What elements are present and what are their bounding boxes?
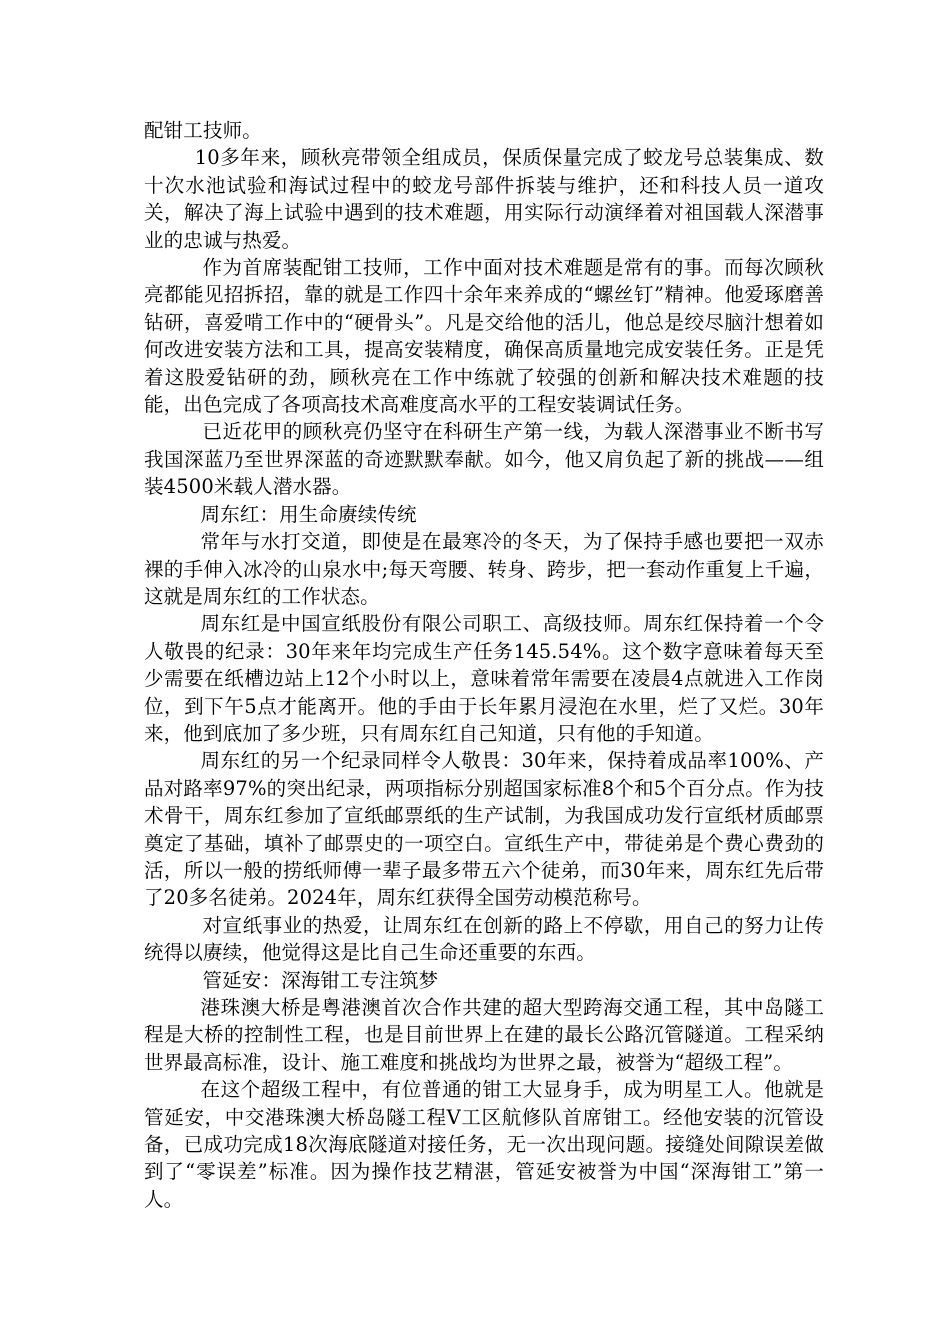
paragraph-continued: 配钳工技师。 [144, 119, 262, 142]
paragraph-zhou-passion: 对宣纸事业的热爱，让周东红在创新的路上不停歇，用自己的努力让传统得以赓续，他觉得这是比自己生命还重要的东西。 [144, 913, 824, 965]
paragraph-guan-super-project: 在这个超级工程中，有位普通的钳工大显身手，成为明星工人。他就是管延安，中交港珠澳大桥岛隧工程Ⅴ工区航修队首席钳工。经他安装的沉管设备，已成功完成18次海底隧道对接任务，无一次出现问题。接缝处间隙误差做到了“零误差”标准。因为操作技艺精湛，管延安被誉为中国“深海钳工”第一人。 [144, 1078, 824, 1211]
paragraph-hzmb-bridge: 港珠澳大桥是粤港澳首次合作共建的超大型跨海交通工程，其中岛隧工程是大桥的控制性工程，也是目前世界上在建的最长公路沉管隧道。工程采纳世界最高标准，设计、施工难度和挑战均为世界之最，被誉为“超级工程”。 [144, 996, 824, 1074]
paragraph-zhou-work-state: 常年与水打交道，即使是在最寒冷的冬天，为了保持手感也要把一双赤裸的手伸入冰冷的山泉水中;每天弯腰、转身、跨步，把一套动作重复上千遍，这就是周东红的工作状态。 [144, 530, 824, 608]
paragraph-gu-frontline: 已近花甲的顾秋亮仍坚守在科研生产第一线，为载人深潜事业不断书写我国深蓝乃至世界深蓝的奇迹默默奉献。如今，他又肩负起了新的挑战——组装4500米载人潜水器。 [144, 420, 824, 499]
document-page [144, 117, 824, 1213]
paragraph-gu-screw-spirit: 作为首席装配钳工技师，工作中面对技术难题是常有的事。而每次顾秋亮都能见招拆招，靠的就是工作四十余年来养成的“螺丝钉”精神。他爱琢磨善钻研，喜爱啃工作中的“硬骨头”。凡是交给他的活儿，他总是绞尽脑汁想着如何改进安装方法和工具，提高安装精度，确保高质量地完成安装任务。正是凭着这股爱钻研的劲，顾秋亮在工作中练就了较强的创新和解决技术难题的技能，出色完成了各项高技术高难度高水平的工程安装调试任务。 [144, 256, 824, 417]
paragraph-zhou-record: 周东红是中国宣纸股份有限公司职工、高级技师。周东红保持着一个令人敬畏的纪录：30年来年均完成生产任务145.54%。这个数字意味着每天至少需要在纸槽边站上12个小时以上，意味着常年需要在凌晨4点就进入工作岗位，到下午5点才能离开。他的手由于长年累月浸泡在水里，烂了又烂。30年来，他到底加了多少班，只有周东红自己知道，只有他的手知道。 [144, 612, 824, 745]
paragraph-zhou-another-record: 周东红的另一个纪录同样令人敬畏：30年来，保持着成品率100%、产品对路率97%的突出纪录，两项指标分别超国家标准8个和5个百分点。作为技术骨干，周东红参加了宣纸邮票纸的生产试制，为我国成功发行宣纸材质邮票奠定了基础，填补了邮票史的一项空白。宣纸生产中，带徒弟是个费心费劲的活，所以一般的捞纸师傅一辈子最多带五六个徒弟，而30年来，周东红先后带了20多名徒弟。2024年，周东红获得全国劳动模范称号。 [144, 749, 824, 910]
paragraph-gu-10-years: 10多年来，顾秋亮带领全组成员，保质保量完成了蛟龙号总装集成、数十次水池试验和海试过程中的蛟龙号部件拆装与维护，还和科技人员一道攻关，解决了海上试验中遇到的技术难题，用实际行动演绎着对祖国载人深潜事业的忠诚与热爱。 [144, 146, 824, 252]
section-heading-zhou: 周东红：用生命赓续传统 [200, 502, 417, 526]
section-heading-guan: 管延安：深海钳工专注筑梦 [202, 968, 439, 992]
